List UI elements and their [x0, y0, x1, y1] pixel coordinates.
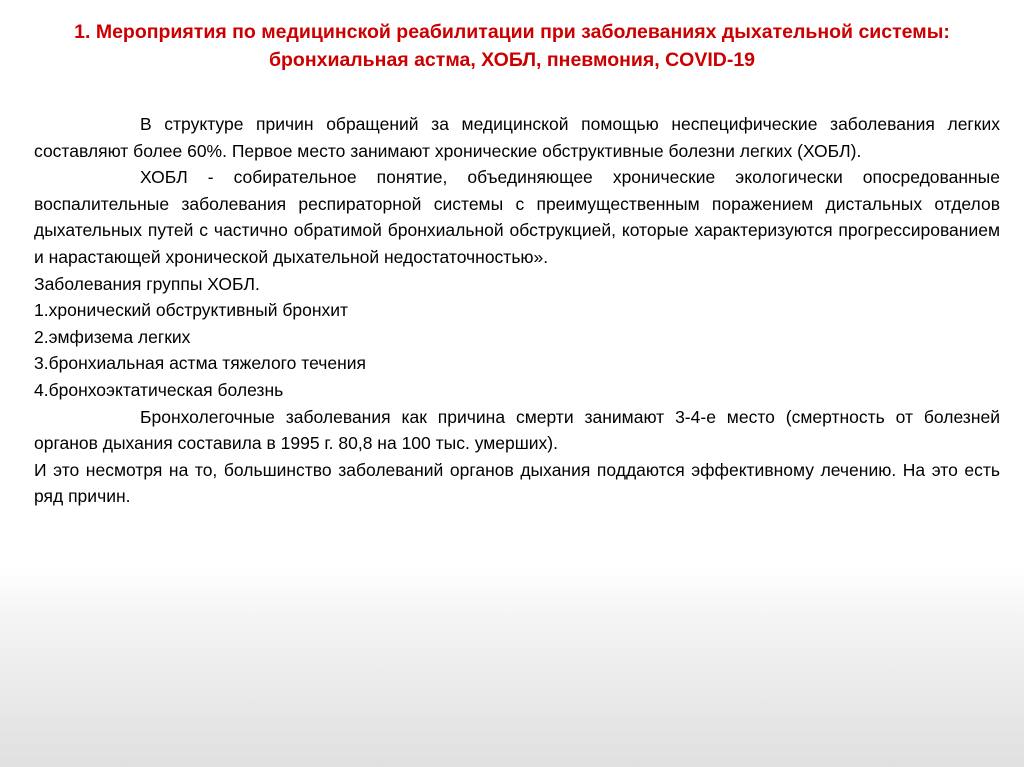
copd-group-heading: Заболевания группы ХОБЛ. — [34, 273, 260, 294]
paragraph-causes: В структуре причин обращений за медицинской помощью неспецифические заболевания легких составляют более 60%. Первое место занимают хронические обструктивные болезни легких (ХОБЛ). — [34, 114, 1000, 161]
list-item: 3.бронхиальная астма тяжелого течения — [34, 353, 367, 374]
paragraph-copd-definition: ХОБЛ - собирательное понятие, объединяющее хронические экологически опосредованные воспалительные заболевания респираторной системы с преимущественным поражением дистальных отделов дыхательных путей с частично обратимой бронхиальной обструкцией, которые характеризуются прогрессированием и нарастающей хронической дыхательной недостаточностью». — [34, 167, 1000, 267]
slide-body — [34, 111, 1000, 510]
list-item: 2.эмфизема легких — [34, 326, 191, 347]
list-item: 4.бронхоэктатическая болезнь — [34, 379, 284, 400]
paragraph-treatment: И это несмотря на то, большинство заболеваний органов дыхания поддаются эффективному лечению. На это есть ряд причин. — [34, 459, 1000, 507]
slide-title: 1. Мероприятия по медицинской реабилитации при заболеваниях дыхательной системы: бронхиальная астма, ХОБЛ, пневмония, COVID-19 — [74, 21, 950, 71]
list-item: 1.хронический обструктивный бронхит — [34, 300, 349, 321]
paragraph-mortality: Бронхолегочные заболевания как причина смерти занимают 3-4-е место (смертность от болезней органов дыхания составила в 1995 г. 80,8 на 100 тыс. умерших). — [34, 406, 1000, 454]
